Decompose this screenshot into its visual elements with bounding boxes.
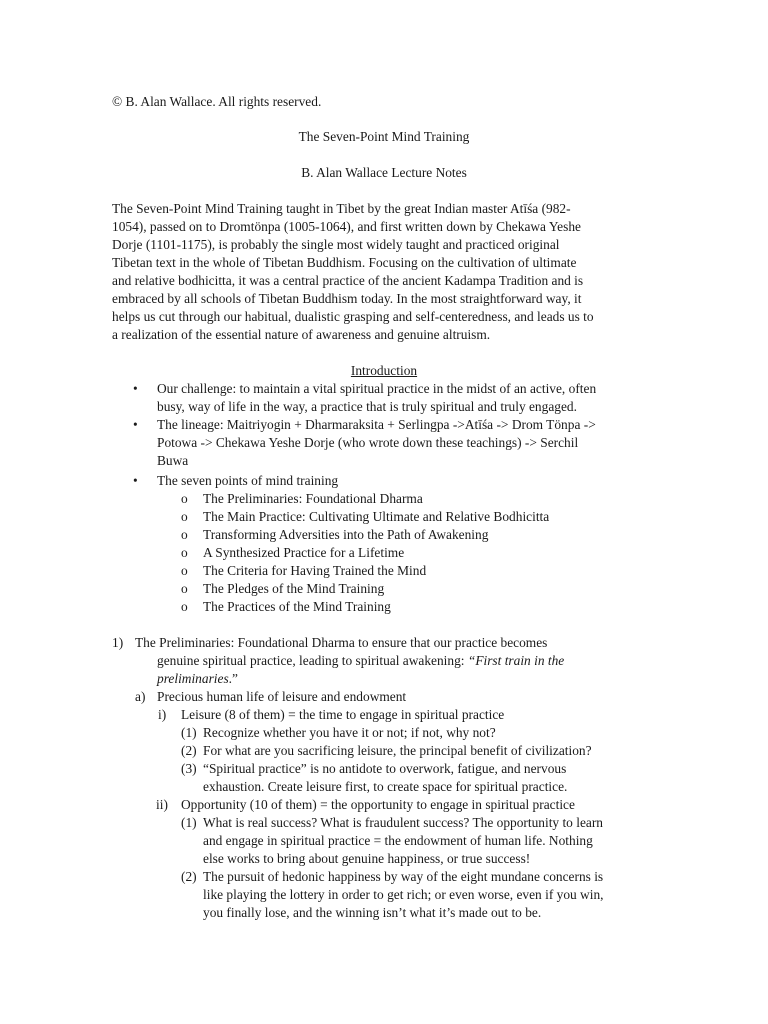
list-item: The Main Practice: Cultivating Ultimate and Relative Bodhicitta [203, 509, 550, 524]
roman-number: i) [158, 707, 167, 722]
item-number: (3) [181, 761, 197, 776]
section-heading-line: The Preliminaries: Foundational Dharma to ensure that our practice becomes [135, 635, 548, 650]
document-subtitle: B. Alan Wallace Lecture Notes [301, 165, 467, 180]
item-text: you finally lose, and the winning isn’t what it’s made out to be. [203, 905, 542, 920]
subsection-heading: Precious human life of leisure and endowment [157, 689, 407, 704]
item-text: like playing the lottery in order to get rich; or even worse, even if you win, [203, 887, 604, 902]
list-item: A Synthesized Practice for a Lifetime [203, 545, 405, 560]
item-text: else works to bring about genuine happiness, or true success! [203, 851, 531, 866]
paragraph-line: a realization of the essential nature of awareness and genuine altruism. [112, 327, 491, 342]
item-text: What is real success? What is fraudulent success? The opportunity to learn [203, 815, 603, 830]
item-text: and engage in spiritual practice = the endowment of human life. Nothing [203, 833, 593, 848]
bullet-text: Potowa -> Chekawa Yeshe Dorje (who wrote down these teachings) -> Serchil [157, 435, 579, 450]
roman-number: ii) [156, 797, 168, 812]
paragraph-line: Dorje (1101-1175), is probably the single most widely taught and practiced original [112, 237, 560, 252]
bullet-text: The seven points of mind training [157, 473, 339, 488]
item-text: “Spiritual practice” is no antidote to overwork, fatigue, and nervous [203, 761, 567, 776]
sub-bullet-icon: o [181, 509, 188, 524]
introduction-heading: Introduction [350, 363, 418, 378]
bullet-text: The lineage: Maitriyogin + Dharmaraksita + Serlingpa ->Atīśa -> Drom Tönpa -> [157, 417, 596, 432]
paragraph-line: and relative bodhicitta, it was a central practice of the ancient Kadampa Tradition and is [112, 273, 584, 288]
roman-heading: Leisure (8 of them) = the time to engage in spiritual practice [181, 707, 505, 722]
document-title: The Seven-Point Mind Training [298, 129, 470, 144]
paragraph-line: The Seven-Point Mind Training taught in Tibet by the great Indian master Atīśa (982- [112, 201, 571, 216]
list-item: The Pledges of the Mind Training [203, 581, 385, 596]
list-item: The Criteria for Having Trained the Mind [203, 563, 427, 578]
item-number: (2) [181, 869, 197, 884]
list-item: The Practices of the Mind Training [203, 599, 391, 614]
bullet-text: busy, way of life in the way, a practice that is truly spiritual and truly engaged. [157, 399, 577, 414]
item-number: (1) [181, 725, 197, 740]
item-text: exhaustion. Create leisure first, to create space for spiritual practice. [203, 779, 568, 794]
item-number: (2) [181, 743, 197, 758]
paragraph-line: helps us cut through our habitual, dualistic grasping and self-centeredness, and leads us to [112, 309, 594, 324]
section-heading-line: genuine spiritual practice, leading to spiritual awakening: “First train in the [157, 653, 565, 668]
paragraph-line: Tibetan text in the whole of Tibetan Buddhism. Focusing on the cultivation of ultimate [112, 255, 577, 270]
sub-bullet-icon: o [181, 545, 188, 560]
bullet-text: Buwa [157, 453, 189, 468]
item-text: For what are you sacrificing leisure, the principal benefit of civilization? [203, 743, 592, 758]
list-item: The Preliminaries: Foundational Dharma [203, 491, 423, 506]
section-number: 1) [112, 635, 124, 650]
paragraph-line: 1054), passed on to Dromtönpa (1005-1064), and first written down by Chekawa Yeshe [112, 219, 581, 234]
item-text: The pursuit of hedonic happiness by way of the eight mundane concerns is [203, 869, 604, 884]
bullet-icon: • [133, 473, 138, 488]
paragraph-line: embraced by all schools of Tibetan Buddhism today. In the most straightforward way, it [112, 291, 582, 306]
sub-bullet-icon: o [181, 599, 188, 614]
bullet-icon: • [133, 381, 138, 396]
sub-bullet-icon: o [181, 563, 188, 578]
item-text: Recognize whether you have it or not; if not, why not? [203, 725, 496, 740]
list-item: Transforming Adversities into the Path of Awakening [203, 527, 489, 542]
sub-bullet-icon: o [181, 527, 188, 542]
copyright-line: © B. Alan Wallace. All rights reserved. [112, 94, 322, 109]
roman-heading: Opportunity (10 of them) = the opportunity to engage in spiritual practice [181, 797, 575, 812]
bullet-text: Our challenge: to maintain a vital spiritual practice in the midst of an active, often [157, 381, 597, 396]
subsection-number: a) [135, 689, 146, 704]
item-number: (1) [181, 815, 197, 830]
bullet-icon: • [133, 417, 138, 432]
sub-bullet-icon: o [181, 491, 188, 506]
section-heading-line: preliminaries.” [157, 671, 238, 686]
sub-bullet-icon: o [181, 581, 188, 596]
